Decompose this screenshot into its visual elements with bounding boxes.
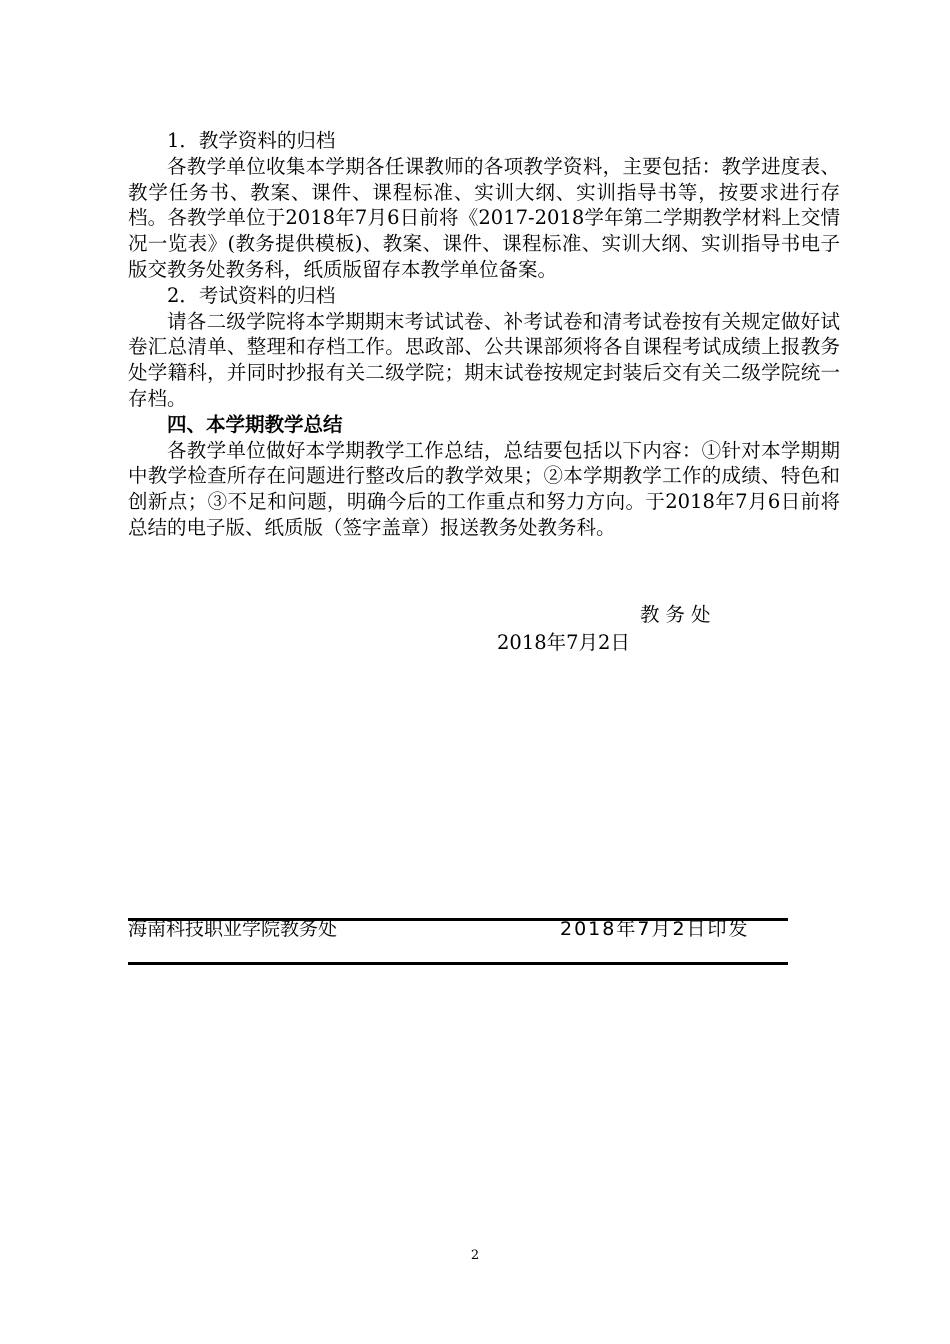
paragraph-semester-summary: 各教学单位做好本学期教学工作总结，总结要包括以下内容：①针对本学期期中教学检查所存在问题进行整改后的教学效果；②本学期教学工作的成绩、特色和创新点；③不足和问题，明确今后的工作重点和努力方向。于2018年7月6日前将总结的电子版、纸质版（签字盖章）报送教务处教务科。	[128, 438, 840, 539]
page-number: 2	[470, 1248, 480, 1263]
signature-org: 教务处	[640, 603, 717, 626]
footer-issuer: 海南科技职业学院教务处	[128, 918, 338, 940]
paragraph-teaching-materials: 各教学单位收集本学期各任课教师的各项教学资料，主要包括：教学进度表、教学任务书、教案、课件、课程标准、实训大纲、实训指导书等，按要求进行存档。各教学单位于2018年7月6日前将《2017-2018学年第二学期教学材料上交情况一览表》(教务提供模板)、教案、课件、课程标准、实训大纲、实训指导书电子版交教务处教务科，纸质版留存本教学单位备案。	[128, 154, 840, 281]
footer-rule-bottom	[128, 962, 788, 965]
section-heading-semester-summary: 四、本学期教学总结	[167, 412, 343, 436]
footer-issue-date: 2018年7月2日印发	[560, 918, 750, 940]
signature-date: 2018年7月2日	[497, 631, 630, 654]
document-body	[128, 128, 840, 541]
paragraph-exam-materials: 请各二级学院将本学期期末考试试卷、补考试卷和清考试卷按有关规定做好试卷汇总清单、整理和存档工作。思政部、公共课部须将各自课程考试成绩上报教务处学籍科，并同时抄报有关二级学院；期末试卷按规定封装后交有关二级学院统一存档。	[128, 309, 840, 410]
section-heading-teaching-materials: 1．教学资料的归档	[167, 129, 336, 152]
section-heading-exam-materials: 2．考试资料的归档	[167, 283, 336, 307]
